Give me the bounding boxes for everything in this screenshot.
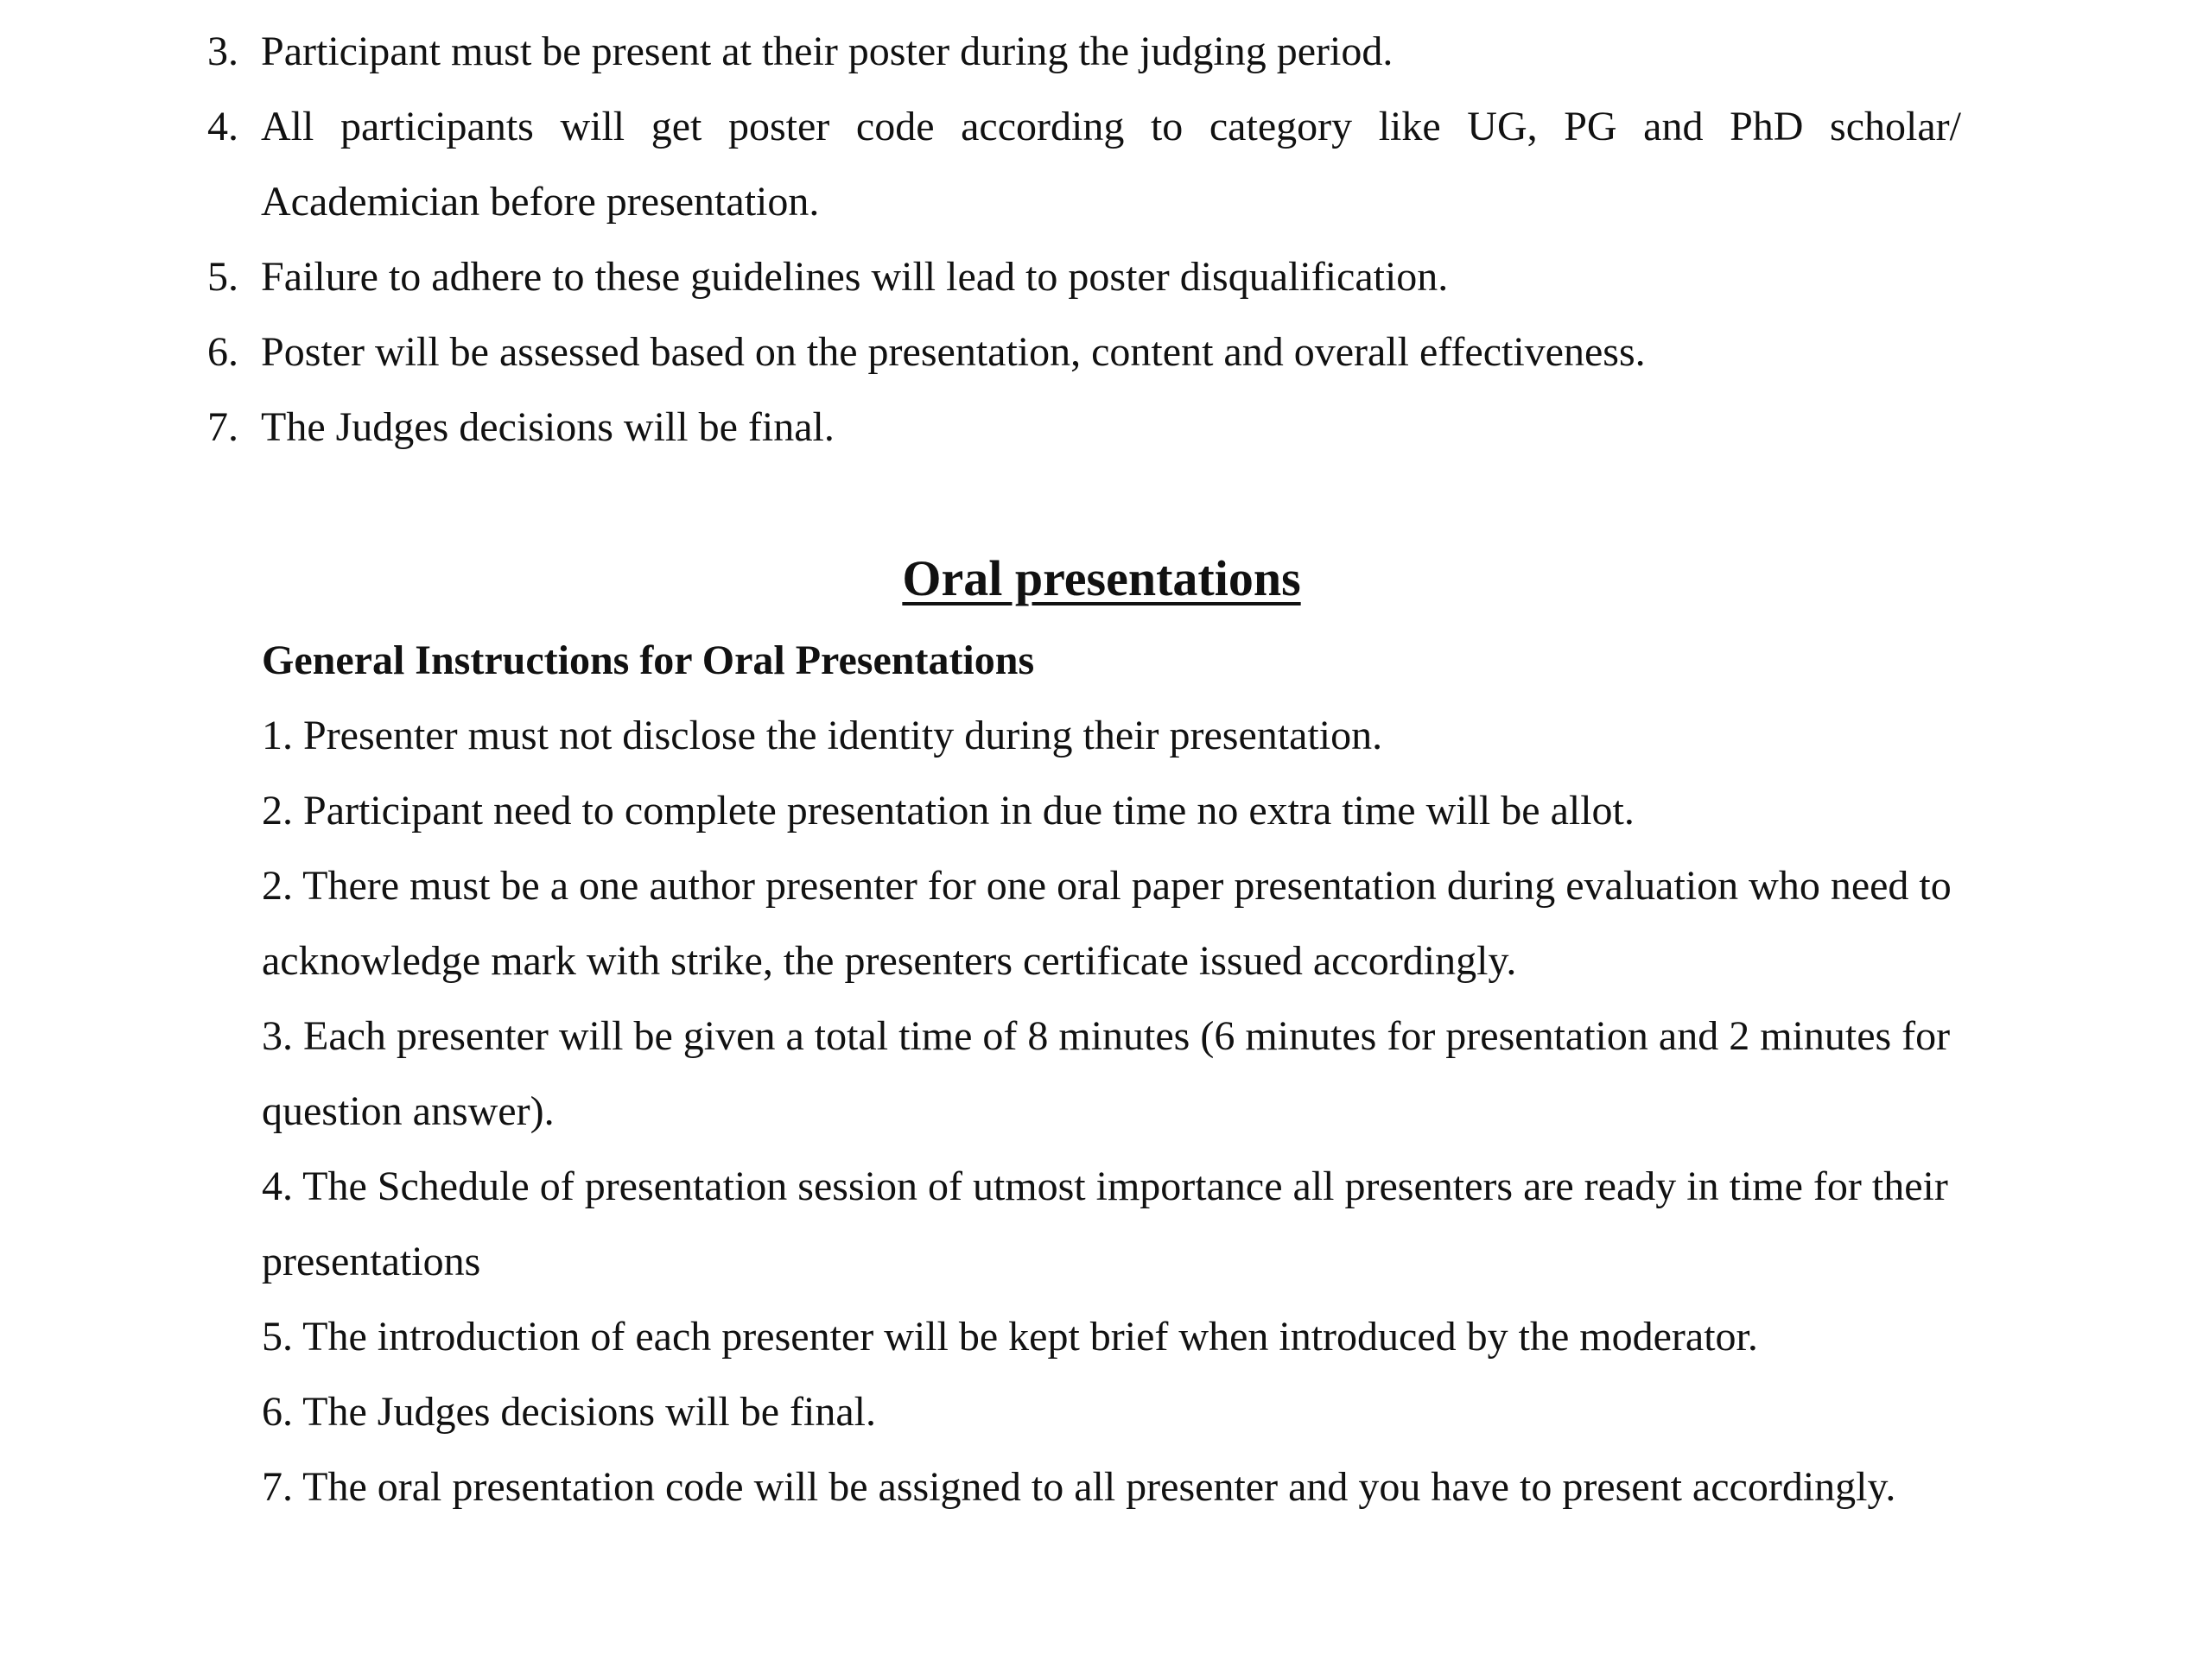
oral-instruction-item: 2. There must be a one author presenter for one oral paper presentation during evaluation who need to acknowledge mark with strike, the presenters certificate issued accordingly. [262,863,1952,984]
list-item [207,390,1961,465]
oral-instruction-item: 5. The introduction of each presenter will be kept brief when introduced by the moderator. [262,1314,1758,1360]
oral-instructions [262,623,1981,1525]
list-item [207,89,1961,239]
poster-guidelines-list [207,14,1961,465]
list-item-text: Failure to adhere to these guidelines will lead to poster disqualification. [261,254,1449,300]
list-item-number: 5. [207,254,238,300]
oral-instruction-item: 2. Participant need to complete presentation in due time no extra time will be allot. [262,788,1635,834]
oral-instruction-item: 1. Presenter must not disclose the identity during their presentation. [262,713,1383,758]
oral-instruction-item: 3. Each presenter will be given a total time of 8 minutes (6 minutes for presentation and 2 minutes for question answer). [262,1013,1951,1134]
list-item [207,14,1961,89]
list-item-number: 4. [207,104,238,149]
section-title-oral-presentations: Oral presentations [902,550,1301,606]
oral-instructions-heading: General Instructions for Oral Presentations [262,637,1035,683]
oral-instruction-item: 4. The Schedule of presentation session of utmost importance all presenters are ready in time for their presentations [262,1163,1948,1284]
list-item-text: The Judges decisions will be final. [261,404,835,450]
list-item-text: Participant must be present at their poster during the judging period. [261,29,1394,74]
list-item [207,239,1961,314]
oral-instruction-item: 7. The oral presentation code will be assigned to all presenter and you have to present accordingly. [262,1464,1896,1510]
list-item-number: 7. [207,404,238,450]
list-item [207,314,1961,390]
list-item-text: Poster will be assessed based on the presentation, content and overall effectiveness. [261,329,1646,375]
oral-instruction-item: 6. The Judges decisions will be final. [262,1389,876,1435]
list-item-text: All participants will get poster code according to category like UG, PG and PhD scholar/ Academician before presentation. [261,104,1961,225]
list-item-number: 6. [207,329,238,375]
list-item-number: 3. [207,29,238,74]
